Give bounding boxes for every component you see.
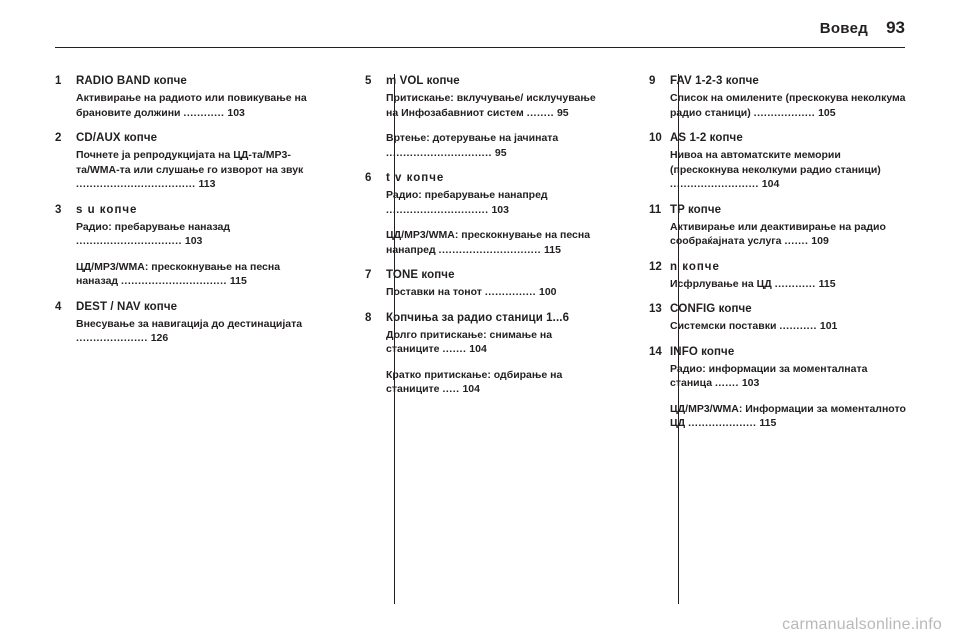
legend-entry-head bbox=[55, 131, 315, 145]
legend-entry-page-alt: 115 bbox=[759, 417, 777, 429]
legend-entry-page: 103 bbox=[184, 235, 203, 247]
page-header bbox=[55, 18, 905, 38]
legend-entry-title: RADIO BAND копче bbox=[76, 75, 187, 87]
legend-entry-head bbox=[649, 74, 907, 88]
legend-entry-body-alt bbox=[670, 402, 907, 431]
legend-entry bbox=[649, 345, 907, 431]
legend-entry-body bbox=[386, 91, 601, 120]
legend-entry-title: m VOL копче bbox=[386, 75, 460, 87]
leader-dots: ........ bbox=[526, 106, 555, 119]
legend-entry bbox=[649, 203, 907, 249]
legend-entry-body bbox=[670, 362, 907, 391]
legend-entry bbox=[649, 74, 907, 120]
legend-entry-number: 1 bbox=[55, 75, 62, 87]
legend-entry-body bbox=[386, 328, 601, 357]
legend-entry-page: 105 bbox=[818, 106, 836, 119]
header-page-number: 93 bbox=[886, 18, 905, 37]
leader-dots: ....... bbox=[442, 343, 467, 355]
legend-entry-body-alt bbox=[76, 260, 315, 289]
legend-entry bbox=[365, 171, 601, 257]
legend-entry-body bbox=[386, 285, 601, 300]
legend-entry bbox=[365, 74, 601, 160]
legend-entry-page: 95 bbox=[556, 106, 569, 119]
legend-entry-number: 3 bbox=[55, 203, 62, 216]
legend-entry-desc: Исфрлување на ЦД bbox=[670, 277, 772, 290]
legend-entry-desc: Радио: информации за моменталната станица bbox=[670, 362, 868, 389]
legend-entry-body bbox=[386, 188, 601, 217]
legend-entry-body bbox=[670, 319, 907, 334]
legend-entry-desc: Радио: пребарување наназад bbox=[76, 220, 231, 233]
legend-entry-page-alt: 104 bbox=[462, 383, 480, 395]
legend-entry bbox=[55, 74, 315, 120]
legend-entry-number: 2 bbox=[55, 132, 62, 144]
legend-entry-page: 104 bbox=[761, 178, 780, 190]
legend-entry-desc: Радио: пребарување нанапред bbox=[386, 189, 548, 201]
legend-entry-page: 113 bbox=[198, 178, 216, 190]
leader-dots: ................................... bbox=[76, 178, 196, 190]
legend-entry-number: 5 bbox=[365, 75, 372, 87]
legend-entry-head bbox=[55, 203, 315, 217]
legend-column-3 bbox=[623, 74, 907, 604]
leader-dots: ........... bbox=[779, 320, 817, 332]
leader-dots: .............................. bbox=[386, 203, 489, 216]
legend-entry-head bbox=[365, 74, 601, 88]
legend-entry-body-alt bbox=[386, 131, 601, 160]
legend-entry-page-alt: 95 bbox=[494, 146, 507, 159]
leader-dots: .................. bbox=[753, 106, 816, 119]
leader-dots: .................... bbox=[688, 417, 757, 429]
legend-entry-desc: Нивоа на автоматските мемории (прескокнува неколкуми радио станици) bbox=[670, 149, 881, 176]
legend-entry-desc: Активирање или деактивирање на радио сообраќајната услуга bbox=[670, 220, 886, 247]
header-title: Вовед bbox=[819, 20, 869, 37]
legend-entry-head bbox=[365, 171, 601, 185]
legend-entry-desc: Поставки на тонот bbox=[386, 286, 482, 298]
legend-entry-title: n копче bbox=[670, 260, 720, 273]
legend-entry-desc: Активирање на радиото или повикување на брановите должини bbox=[76, 92, 307, 119]
legend-entry-desc-alt: Кратко притискање: одбирање на станиците bbox=[386, 368, 563, 395]
legend-entry-page: 103 bbox=[491, 203, 509, 216]
legend-entry bbox=[649, 302, 907, 334]
legend-entry-desc-alt: Вртење: дотерување на јачината bbox=[386, 132, 559, 144]
leader-dots: ............ bbox=[774, 277, 816, 290]
legend-entry-title: s u копче bbox=[76, 203, 138, 216]
legend-entry-page: 101 bbox=[819, 320, 838, 332]
legend-entry-title: TONE копче bbox=[386, 269, 455, 281]
legend-entry-body bbox=[76, 317, 315, 346]
legend-entry-body bbox=[670, 220, 907, 249]
leader-dots: ............................... bbox=[121, 275, 227, 287]
legend-entry-page: 103 bbox=[227, 106, 245, 119]
legend-entry-head bbox=[649, 302, 907, 316]
legend-entry-desc: Притискање: вклучување/ исклучување на Инфозабавниот систем bbox=[386, 92, 596, 119]
legend-entry-desc-alt: ЦД/МР3/WMA: прескокнување на песна наназад bbox=[76, 260, 281, 287]
legend-entry-desc-alt: ЦД/МР3/WMA: Информации за моменталното ЦД bbox=[670, 402, 906, 429]
leader-dots: .......................... bbox=[670, 178, 759, 190]
legend-entry-number: 4 bbox=[55, 300, 62, 313]
legend-entry bbox=[55, 300, 315, 346]
legend-entry bbox=[55, 203, 315, 289]
legend-entry-title: t v копче bbox=[386, 172, 445, 184]
legend-entry-desc: Системски поставки bbox=[670, 320, 777, 332]
legend-entry-title: CONFIG копче bbox=[670, 303, 752, 315]
legend-entry-title: CD/AUX копче bbox=[76, 132, 158, 144]
legend-entry-page: 103 bbox=[741, 377, 760, 389]
legend-entry-title: FAV 1-2-3 копче bbox=[670, 75, 759, 87]
legend-entry-body-alt bbox=[386, 368, 601, 397]
leader-dots: .............................. bbox=[438, 243, 542, 256]
leader-dots: ....... bbox=[714, 377, 739, 389]
legend-entry-title: Копчиња за радио станици 1...6 bbox=[386, 311, 570, 324]
legend-entry-title: INFO копче bbox=[670, 345, 735, 358]
legend-entry-number: 6 bbox=[365, 172, 372, 184]
legend-entry-desc-alt: ЦД/МР3/WMA: прескокнување на песна нанапред bbox=[386, 229, 591, 256]
legend-entry-head bbox=[649, 131, 907, 145]
legend-entry bbox=[365, 268, 601, 300]
legend-column-1 bbox=[55, 74, 339, 604]
legend-entry bbox=[55, 131, 315, 192]
leader-dots: ............ bbox=[183, 106, 225, 119]
legend-entry-desc: Внесување за навигација до дестинацијата bbox=[76, 317, 303, 330]
legend-entry-head bbox=[649, 260, 907, 274]
leader-dots: ............................... bbox=[76, 235, 182, 247]
legend-entry-title: AS 1-2 копче bbox=[670, 132, 743, 144]
legend-entry-page-alt: 115 bbox=[544, 243, 561, 256]
legend-entry bbox=[365, 311, 601, 397]
legend-entry-head bbox=[365, 268, 601, 282]
legend-entry-number: 13 bbox=[649, 303, 662, 315]
legend-entry-head bbox=[55, 74, 315, 88]
legend-entry-number: 11 bbox=[649, 203, 662, 216]
leader-dots: ..... bbox=[442, 383, 460, 395]
leader-dots: ....... bbox=[784, 235, 809, 247]
legend-entry-body bbox=[670, 148, 907, 192]
leader-dots: ..................... bbox=[76, 332, 148, 344]
legend-entry-desc: Почнете ја репродукцијата на ЦД-та/МР3-та/WMA-та или слушање го изворот на звук bbox=[76, 149, 304, 176]
legend-entry-page: 126 bbox=[150, 332, 169, 344]
legend-entry-page-alt: 115 bbox=[229, 275, 247, 287]
legend-columns bbox=[55, 74, 907, 604]
watermark: carmanualsonline.info bbox=[782, 616, 942, 633]
legend-entry-number: 9 bbox=[649, 75, 656, 87]
header-rule bbox=[55, 47, 905, 48]
legend-entry-body bbox=[76, 148, 315, 192]
legend-entry-page: 104 bbox=[469, 343, 487, 355]
legend-entry-body bbox=[670, 277, 907, 292]
legend-entry-body-alt bbox=[386, 228, 601, 257]
legend-entry-page: 109 bbox=[811, 235, 829, 247]
legend-entry-page: 115 bbox=[818, 277, 836, 290]
legend-entry-number: 12 bbox=[649, 260, 662, 273]
leader-dots: ............... bbox=[484, 286, 537, 298]
legend-entry-head bbox=[55, 300, 315, 314]
legend-entry-page: 100 bbox=[539, 286, 557, 298]
legend-entry-title: TP копче bbox=[670, 203, 722, 216]
legend-entry-head bbox=[649, 345, 907, 359]
legend-entry-number: 10 bbox=[649, 132, 662, 144]
legend-entry bbox=[649, 260, 907, 292]
legend-entry-head bbox=[365, 311, 601, 325]
legend-entry-body bbox=[670, 91, 907, 120]
legend-entry-desc: Список на омилените (прескокува неколкума радио станици) bbox=[670, 92, 906, 119]
leader-dots: ............................... bbox=[386, 146, 492, 159]
legend-entry-title: DEST / NAV копче bbox=[76, 300, 178, 313]
legend-column-2 bbox=[339, 74, 623, 604]
legend-entry-number: 8 bbox=[365, 311, 372, 324]
legend-entry-number: 14 bbox=[649, 345, 662, 358]
legend-entry-desc: Долго притискање: снимање на станиците bbox=[386, 328, 553, 355]
legend-entry-body bbox=[76, 220, 315, 249]
legend-entry-head bbox=[649, 203, 907, 217]
legend-entry-body bbox=[76, 91, 315, 120]
legend-entry bbox=[649, 131, 907, 192]
legend-entry-number: 7 bbox=[365, 269, 372, 281]
